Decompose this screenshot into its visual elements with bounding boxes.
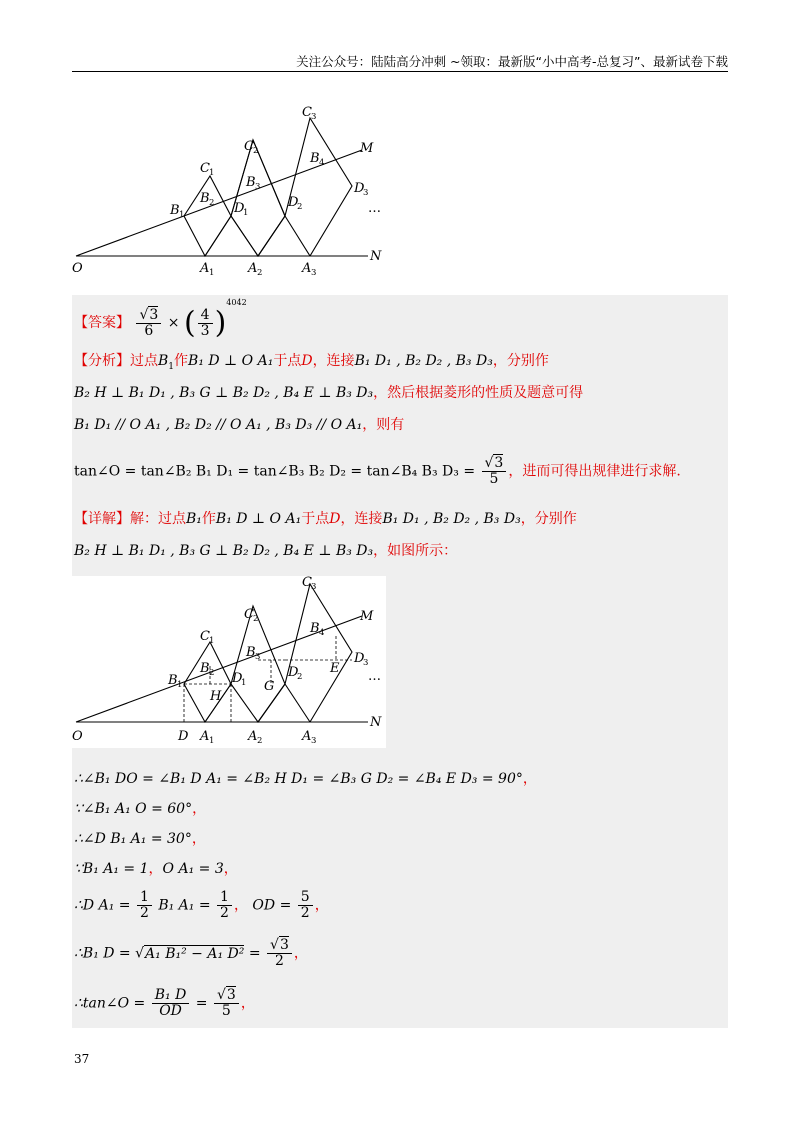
step-5: ∴D A₁ = $\frac{1}{2}$ B₁ A₁ = $\frac{1}{2}$ ， OD = $\frac{5}{2}$ ， bbox=[74, 889, 329, 921]
svg-text:3: 3 bbox=[255, 182, 261, 192]
step-6: ∴B₁ D = √A₁ B₁² − A₁ D² = $\frac{√3}{2}$ ， bbox=[74, 937, 308, 969]
svg-text:B: B bbox=[310, 151, 320, 166]
svg-text:4: 4 bbox=[319, 158, 325, 168]
svg-text:…: … bbox=[368, 669, 381, 684]
svg-text:D: D bbox=[288, 665, 299, 680]
svg-text:2: 2 bbox=[209, 198, 215, 208]
svg-text:G: G bbox=[264, 679, 275, 694]
svg-text:A: A bbox=[248, 729, 258, 744]
page-header: 关注公众号：陆陆高分冲刺 ~领取：最新版“小中高考-总复习”、最新试卷下载 bbox=[296, 54, 728, 69]
label-M: M bbox=[360, 141, 374, 156]
rhombus-1 bbox=[184, 176, 231, 256]
step-2: ∵∠B₁ A₁ O = 60°， bbox=[74, 801, 207, 817]
rhombus-figure-1 bbox=[72, 100, 392, 280]
svg-text:4: 4 bbox=[319, 628, 325, 638]
svg-text:1: 1 bbox=[241, 678, 247, 688]
analysis-line-1: 【分析】过点$B_1$作B₁ D ⊥ O A₁于点D，连接B₁ D₁ , B₂ D₂ , B₃ D₃，分别作 bbox=[74, 353, 549, 372]
svg-text:2: 2 bbox=[257, 736, 263, 746]
header-rule bbox=[72, 71, 728, 72]
svg-text:A: A bbox=[200, 729, 210, 744]
svg-text:C: C bbox=[200, 629, 210, 644]
svg-text:D: D bbox=[288, 195, 299, 210]
svg-text:2: 2 bbox=[257, 268, 263, 278]
svg-text:2: 2 bbox=[297, 672, 303, 682]
svg-text:1: 1 bbox=[209, 736, 215, 746]
svg-text:B: B bbox=[200, 191, 210, 206]
answer-frac-sqrt3-6: $\frac{√3}{6}$ bbox=[136, 308, 161, 339]
answer-line: 【答案】 $\frac{√3}{6}$ × ( $\frac{4}{3}$ )$^{4042}$ bbox=[74, 298, 247, 341]
svg-text:H: H bbox=[210, 689, 222, 704]
svg-text:3: 3 bbox=[255, 652, 261, 662]
svg-text:3: 3 bbox=[311, 112, 317, 122]
svg-text:1: 1 bbox=[177, 680, 183, 690]
answer-frac-4-3: $\frac{4}{3}$ bbox=[198, 308, 213, 339]
analysis-line-3: B₁ D₁ // O A₁ , B₂ D₂ // O A₁ , B₃ D₃ // O A₁，则有 bbox=[74, 417, 405, 433]
svg-text:3: 3 bbox=[363, 188, 369, 198]
svg-text:C: C bbox=[302, 105, 312, 120]
svg-text:A: A bbox=[302, 261, 312, 276]
svg-text:C: C bbox=[200, 161, 210, 176]
svg-text:N: N bbox=[370, 715, 382, 730]
svg-text:D: D bbox=[178, 729, 189, 744]
svg-text:3: 3 bbox=[311, 736, 317, 746]
svg-text:D: D bbox=[354, 181, 365, 196]
svg-text:2: 2 bbox=[253, 614, 259, 624]
label-N: N bbox=[370, 249, 382, 264]
detail-line-1: 【详解】解：过点B₁作B₁ D ⊥ O A₁于点D，连接B₁ D₁ , B₂ D₂ , B₃ D₃，分别作 bbox=[74, 511, 577, 527]
svg-text:C: C bbox=[244, 139, 254, 154]
step-1: ∴∠B₁ DO = ∠B₁ D A₁ = ∠B₂ H D₁ = ∠B₃ G D₂ = ∠B₄ E D₃ = 90°， bbox=[74, 771, 537, 787]
svg-text:A: A bbox=[248, 261, 258, 276]
svg-text:B: B bbox=[168, 673, 178, 688]
rhombus-2 bbox=[205, 140, 285, 256]
svg-text:B: B bbox=[200, 661, 210, 676]
svg-text:D: D bbox=[232, 671, 243, 686]
svg-text:3: 3 bbox=[311, 582, 317, 592]
svg-text:2: 2 bbox=[253, 146, 259, 156]
rhombus-3 bbox=[258, 118, 352, 256]
svg-text:B: B bbox=[310, 621, 320, 636]
svg-text:3: 3 bbox=[311, 268, 317, 278]
answer-exponent: 4042 bbox=[226, 298, 247, 307]
svg-text:O: O bbox=[72, 729, 83, 744]
svg-text:E: E bbox=[330, 661, 340, 676]
rhombus-figure-2 bbox=[72, 576, 386, 748]
svg-text:1: 1 bbox=[209, 636, 215, 646]
svg-text:1: 1 bbox=[209, 168, 215, 178]
rhombus-2b bbox=[231, 140, 285, 256]
svg-text:M: M bbox=[360, 609, 374, 624]
answer-tag: 【答案】 bbox=[74, 315, 130, 331]
svg-text:B: B bbox=[246, 175, 256, 190]
detail-line-2: B₂ H ⊥ B₁ D₁ , B₃ G ⊥ B₂ D₂ , B₄ E ⊥ B₃ D₃，如图所示： bbox=[74, 543, 458, 559]
page-number: 37 bbox=[74, 1052, 90, 1066]
svg-text:…: … bbox=[368, 201, 381, 216]
step-3: ∴∠D B₁ A₁ = 30°， bbox=[74, 831, 206, 847]
svg-text:1: 1 bbox=[179, 210, 185, 220]
svg-text:2: 2 bbox=[297, 202, 303, 212]
label-O: O bbox=[72, 261, 83, 276]
analysis-line-4: tan∠O = tan∠B₂ B₁ D₁ = tan∠B₃ B₂ D₂ = tan∠B₄ B₃ D₃ = $\frac{√3}{5}$ ，进而可得出规律进行求解. bbox=[74, 455, 681, 487]
svg-text:1: 1 bbox=[209, 268, 215, 278]
svg-text:B: B bbox=[246, 645, 256, 660]
analysis-line-2: B₂ H ⊥ B₁ D₁ , B₃ G ⊥ B₂ D₂ , B₄ E ⊥ B₃ D₃，然后根据菱形的性质及题意可得 bbox=[74, 385, 584, 401]
step-4: ∵B₁ A₁ = 1，O A₁ = 3， bbox=[74, 861, 238, 877]
svg-text:A: A bbox=[302, 729, 312, 744]
svg-text:B: B bbox=[170, 203, 180, 218]
svg-text:D: D bbox=[234, 201, 245, 216]
svg-text:2: 2 bbox=[209, 668, 215, 678]
svg-text:C: C bbox=[244, 607, 254, 622]
svg-text:C: C bbox=[302, 576, 312, 590]
svg-text:1: 1 bbox=[243, 208, 249, 218]
svg-text:D: D bbox=[354, 651, 365, 666]
svg-text:A: A bbox=[200, 261, 210, 276]
svg-text:3: 3 bbox=[363, 658, 369, 668]
step-7: ∴tan∠O = $\frac{\text{B₁ D}}{OD}$ = $\frac{√3}{5}$ ， bbox=[74, 987, 255, 1019]
